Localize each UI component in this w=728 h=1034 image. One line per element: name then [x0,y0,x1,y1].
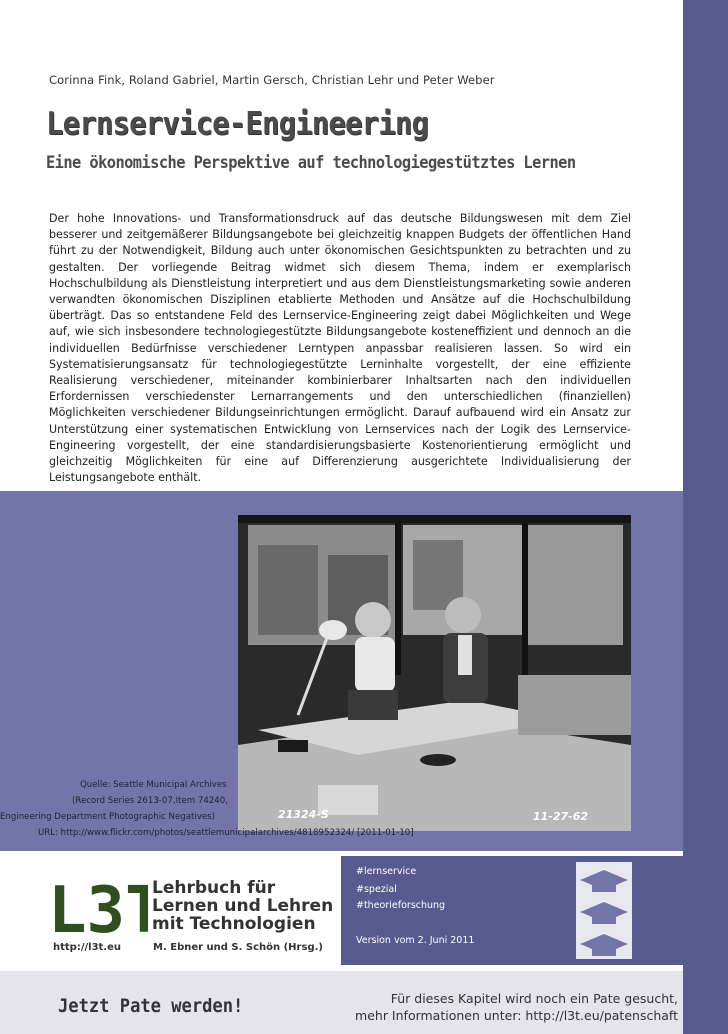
l3t-url-link[interactable]: http://l3t.eu [53,942,122,953]
tag-lernservice[interactable]: #lernservice [356,866,417,877]
logo-line-2: Lernen und Lehren [152,896,334,916]
l3t-logo-icon [48,866,148,942]
pate-callout[interactable]: Jetzt Pate werden! [58,995,244,1017]
caption-source: Quelle: Seattle Municipal Archives [80,780,227,790]
tag-spezial[interactable]: #spezial [356,884,397,895]
pate-info-line-1: Für dieses Kapitel wird noch ein Pate gesucht, [390,991,678,1006]
l3t-logo-text: L3T [48,874,148,942]
caption-url: URL: http://www.flickr.com/photos/seattlemunicipalarchives/4818952324/ [2011-01-10] [38,828,414,838]
graduation-hats-panel [576,862,632,959]
page-title: Lernservice-Engineering [46,106,429,142]
pate-info [355,990,678,1024]
version-label: Version vom 2. Juni 2011 [356,935,475,946]
graduation-cap-icon [576,862,632,959]
logo-line-3: mit Technologien [152,914,316,934]
tag-theorieforschung[interactable]: #theorieforschung [356,900,446,911]
historical-photo [238,515,631,831]
caption-record: (Record Series 2613-07,Item 74240, [72,796,228,806]
page-subtitle: Eine ökonomische Perspektive auf technologiegestütztes Lernen [46,153,576,172]
caption-department: Engineering Department Photographic Negatives) [0,812,215,822]
pate-info-line-2[interactable]: mehr Informationen unter: http://l3t.eu/patenschaft [355,1008,678,1023]
photo-stamp-right: 11-27-62 [533,810,589,823]
editors: M. Ebner und S. Schön (Hrsg.) [153,942,323,953]
photo-illustration [238,515,631,831]
right-accent-bar [683,0,728,1034]
abstract-text: Der hohe Innovations- und Transformationsdruck auf das deutsche Bildungswesen mit dem Ziel besserer und zeitgemäßerer Bildungsangebote bei gleichzeitig knappen Budgets der öffentlichen Hand führt zu der Notwendigkeit, Bildung auch unter ökonomischen Gesichtspunkten zu betrachten und zu gestalten. Der vorliegende Beitrag widmet sich diesem Thema, indem er exemplarisch Hochschulbildung als Dienstleistung interpretiert und aus dem Dienstleistungsmarketing sowie anderen verwandten ökonomischen Disziplinen etablierte Methoden und Ansätze auf die Hochschulbildung überträgt. Das so entstandene Feld des Lernservice-Engineering zeigt dabei Möglichkeiten und Wege auf, wie sich insbesondere technologiegestützte Bildungsangebote kosteneffizient und dennoch an die individuellen Bedürfnisse verschiedener Lerntypen anpassbar realisieren lassen. So wird ein Systematisierungsansatz für technologiegestützte Lerninhalte vorgestellt, der eine effiziente Realisierung verschiedener, miteinander kombinierbarer Inhaltsarten nach den individuellen Erfordernissen verschiedenster Lernarrangements und den unterschiedlichen (finanziellen) Möglichkeiten verschiedener Bildungseinrichtungen ermöglicht. Darauf aufbauend wird ein Ansatz zur Unterstützung einer systematischen Entwicklung von Lernservices nach der Logik des Lernservice-Engineering vorgestellt, der eine standardisierungsbasierte Kostenorientierung ermöglicht und gleichzeitig Möglichkeiten für eine auf Differenzierung ausgerichtete Individualisierung der Leistungsangebote enthält. [49,212,631,485]
photo-stamp-left: 21324-S [278,808,329,821]
logo-line-1: Lehrbuch für [152,878,276,898]
l3t-logo [48,866,148,942]
authors: Corinna Fink, Roland Gabriel, Martin Gersch, Christian Lehr und Peter Weber [49,73,495,87]
